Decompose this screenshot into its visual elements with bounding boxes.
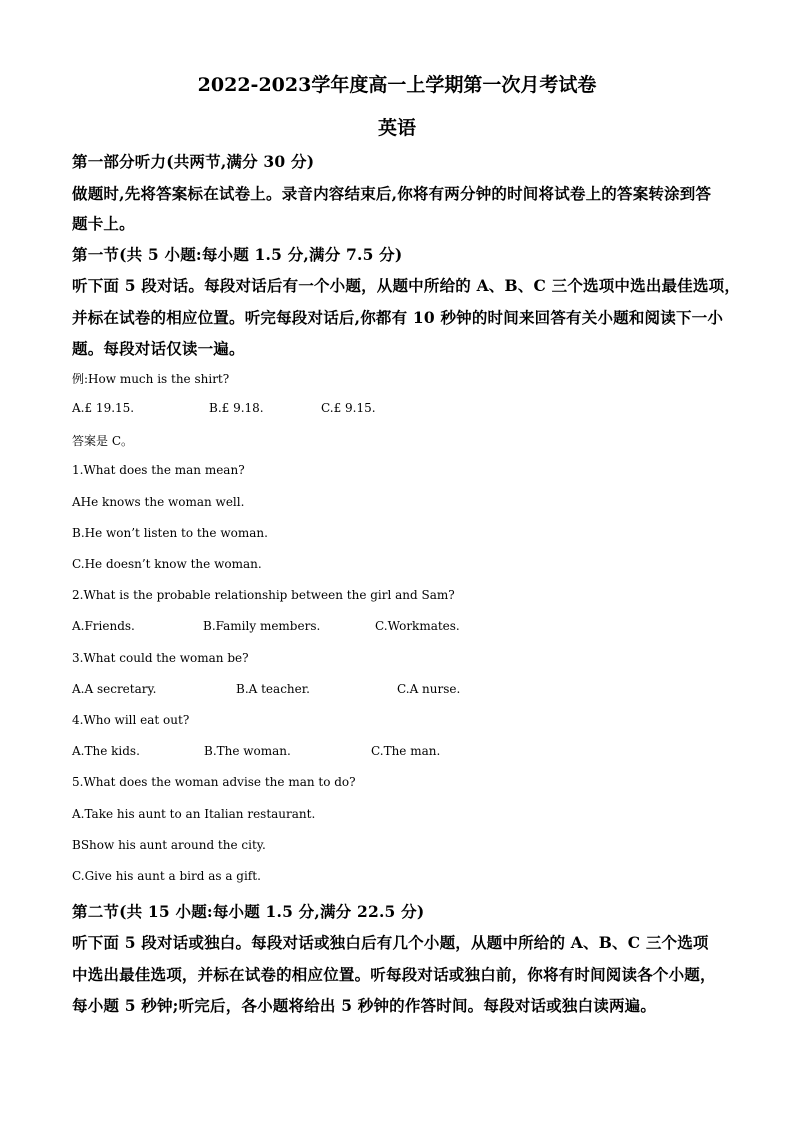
example-option: A.£ 19.15. [72,401,135,415]
question-option: C.A nurse. [397,682,461,696]
exam-title: 2022-2023学年度高一上学期第一次月考试卷 [197,74,597,96]
exam-subject: 英语 [377,117,416,139]
example-question: 例:How much is the shirt? [72,372,230,386]
section2-instruction-line: 每小题 5 秒钟;听完后，各小题将给出 5 秒钟的作答时间。每段对话或独白读两遍。 [72,996,657,1015]
example-option: C.£ 9.15. [321,401,376,415]
question-3: 3.What could the woman be? [72,651,249,665]
question-option: C.Workmates. [375,619,460,633]
question-option: BShow his aunt around the city. [72,838,266,852]
part1-heading: 第一部分听力(共两节,满分 30 分) [72,152,315,171]
section1-instruction-line: 并标在试卷的相应位置。听完每段对话后,你都有 10 秒钟的时间来回答有关小题和阅读下一小 [72,308,724,327]
question-1: 1.What does the man mean? [72,463,245,477]
question-option: B.The woman. [204,744,291,758]
example-answer: 答案是 C。 [72,434,133,448]
question-option: C.The man. [371,744,441,758]
question-option: AHe knows the woman well. [72,495,245,509]
question-option: A.A secretary. [72,682,157,696]
question-5: 5.What does the woman advise the man to do? [72,775,356,789]
example-option: B.£ 9.18. [209,401,264,415]
part1-instruction-line: 做题时,先将答案标在试卷上。录音内容结束后,你将有两分钟的时间将试卷上的答案转涂到答 [72,184,712,203]
section1-instruction-line: 听下面 5 段对话。每段对话后有一个小题，从题中所给的 A、B、C 三个选项中选出最佳选项， [72,276,741,295]
section2-instruction-line: 听下面 5 段对话或独白。每段对话或独白后有几个小题，从题中所给的 A、B、C 三个选项 [72,933,709,952]
question-option: C.Give his aunt a bird as a gift. [72,869,261,883]
question-2: 2.What is the probable relationship between the girl and Sam? [72,588,455,602]
question-option: A.Take his aunt to an Italian restaurant. [72,807,316,821]
section1-instruction-line: 题。每段对话仅读一遍。 [72,339,245,358]
question-4: 4.Who will eat out? [72,713,190,727]
section1-heading: 第一节(共 5 小题:每小题 1.5 分,满分 7.5 分) [72,245,403,264]
section2-heading: 第二节(共 15 小题:每小题 1.5 分,满分 22.5 分) [72,902,425,921]
question-option: B.A teacher. [236,682,310,696]
question-option: A.The kids. [72,744,140,758]
question-option: B.He won’t listen to the woman. [72,526,268,540]
part1-instruction-line: 题卡上。 [72,214,135,233]
section2-instruction-line: 中选出最佳选项，并标在试卷的相应位置。听每段对话或独白前，你将有时间阅读各个小题， [72,965,716,984]
question-option: C.He doesn’t know the woman. [72,557,262,571]
question-option: A.Friends. [72,619,135,633]
question-option: B.Family members. [203,619,321,633]
